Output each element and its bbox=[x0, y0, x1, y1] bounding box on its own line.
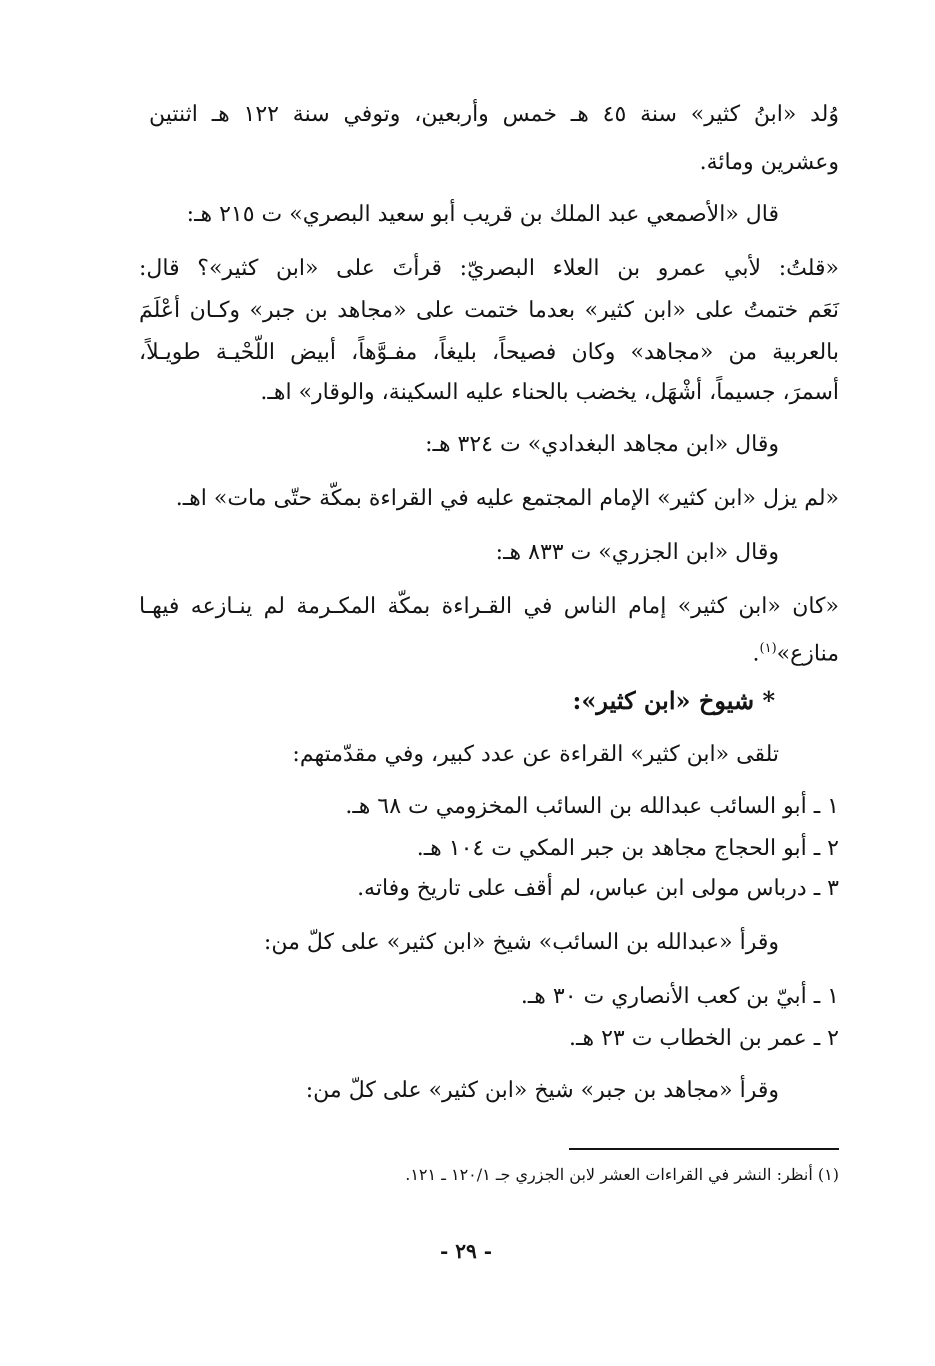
quote-text: منازع» bbox=[776, 641, 839, 667]
list-item: ٣ ـ درباس مولى ابن عباس، لم أقف على تاريخ وفاته. bbox=[357, 876, 839, 901]
quote-intro: وقال «ابن مجاهد البغدادي» ت ٣٢٤ هـ: bbox=[425, 432, 779, 457]
list-item: ٢ ـ أبو الحجاج مجاهد بن جبر المكي ت ١٠٤ هـ. bbox=[416, 836, 839, 861]
quote-intro: قال «الأصمعي عبد الملك بن قريب أبو سعيد البصري» ت ٢١٥ هـ: bbox=[186, 202, 779, 227]
footnote-separator bbox=[569, 1148, 839, 1150]
footnote-reference: (١) bbox=[759, 641, 777, 656]
teachers-intro: وقرأ «مجاهد بن جبر» شيخ «ابن كثير» على كلّ من: bbox=[305, 1078, 779, 1103]
quote-line: بالعربية من «مجاهد» وكان فصيحاً، بليغاً، مفـوَّهاً، أبيض اللّحْيـة طويـلاً، bbox=[139, 340, 839, 365]
footnote: (١) أنظر: النشر في القراءات العشر لابن الجزري جـ ١٢٠/١ ـ ١٢١. bbox=[405, 1165, 839, 1184]
quote-line: «لم يزل «ابن كثير» الإمام المجتمع عليه في القراءة بمكّة حتّى مات» اهـ. bbox=[175, 486, 839, 511]
quote-end: . bbox=[752, 641, 760, 667]
teachers-intro: تلقى «ابن كثير» القراءة عن عدد كبير، وفي مقدّمتهم: bbox=[292, 742, 779, 767]
quote-intro: وقال «ابن الجزري» ت ٨٣٣ هـ: bbox=[495, 540, 779, 565]
page-number: - ٢٩ - bbox=[440, 1239, 493, 1263]
paragraph-line: وعشرين ومائة. bbox=[699, 150, 839, 175]
quote-line: «كان «ابن كثير» إمام الناس في القـراءة بمكّة المكـرمة لم ينـازعه فيهـا bbox=[139, 594, 839, 619]
list-item: ١ ـ أبيّ بن كعب الأنصاري ت ٣٠ هـ. bbox=[520, 984, 839, 1009]
teachers-intro: وقرأ «عبدالله بن السائب» شيخ «ابن كثير» على كلّ من: bbox=[263, 930, 779, 955]
quote-line: أسمرَ، جسيماً، أشْهَل، يخضب بالحناء عليه السكينة، والوقار» اهـ. bbox=[260, 380, 839, 405]
list-item: ١ ـ أبو السائب عبدالله بن السائب المخزومي ت ٦٨ هـ. bbox=[345, 794, 839, 819]
quote-line: نَعَم ختمتُ على «ابن كثير» بعدما ختمت على «مجاهد بن جبر» وكـان أعْلَمَ bbox=[139, 298, 839, 323]
quote-line: «قلتُ: لأبي عمرو بن العلاء البصريّ: قرأتَ على «ابن كثير»؟ قال: bbox=[139, 256, 839, 281]
section-heading: * شيوخ «ابن كثير»: bbox=[572, 686, 775, 715]
paragraph-line: وُلد «ابنُ كثير» سنة ٤٥ هـ خمس وأربعين، وتوفي سنة ١٢٢ هـ اثنتين bbox=[149, 102, 839, 127]
list-item: ٢ ـ عمر بن الخطاب ت ٢٣ هـ. bbox=[569, 1026, 839, 1051]
quote-line bbox=[753, 634, 839, 669]
